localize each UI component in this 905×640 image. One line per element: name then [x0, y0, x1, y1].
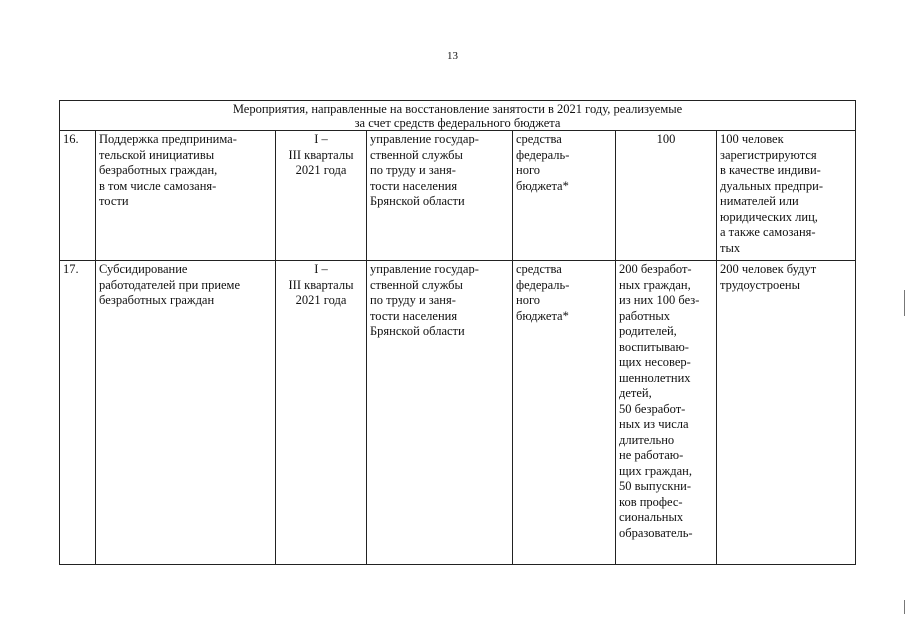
cell-text-line: нимателей или: [720, 194, 799, 208]
target-indicator: [616, 261, 717, 565]
cell-text-line: в качестве индиви-: [720, 163, 821, 177]
cell-text-line: безработных граждан: [99, 293, 215, 307]
responsible-executor: [367, 261, 513, 565]
cell-text-line: дуальных предпри-: [720, 178, 823, 193]
cell-text-line: федераль-: [516, 147, 570, 162]
row-number: [60, 131, 96, 261]
cell-text-line: III кварталы: [288, 147, 354, 162]
cell-text-line: бюджета*: [516, 178, 569, 193]
cell-text-line: ного: [516, 293, 541, 307]
measure-name: [96, 261, 276, 565]
cell-text-line: по труду и заня-: [370, 163, 456, 177]
expected-result: [717, 131, 856, 261]
cell-text-line: 50 безработ-: [619, 401, 686, 416]
cell-text-line: Субсидирование: [99, 262, 188, 276]
cell-text-line: тости населения: [370, 308, 458, 323]
measures-table: [59, 100, 856, 565]
cell-text-line: зарегистрируются: [720, 147, 817, 162]
cell-text-line: юридических лиц,: [720, 209, 818, 224]
cell-text-line: по труду и заня-: [370, 293, 456, 307]
responsible-executor: [367, 131, 513, 261]
cell-text-line: управление государ-: [370, 262, 479, 276]
cell-text-line: образователь-: [619, 525, 693, 540]
cell-text-line: детей,: [619, 386, 652, 400]
cell-text-line: федераль-: [516, 277, 570, 292]
cell-text-line: ных граждан,: [619, 277, 691, 292]
cell-text-line: ного: [516, 163, 541, 177]
row-number: [60, 261, 96, 565]
cell-text-line: из них 100 без-: [619, 293, 700, 307]
expected-result: [717, 261, 856, 565]
funding-source: [513, 261, 616, 565]
cell-text-line: I –: [314, 262, 328, 276]
funding-source: [513, 131, 616, 261]
cell-text-line: а также самозаня-: [720, 225, 816, 239]
cell-text-line: работодателей при приеме: [99, 277, 241, 292]
measure-name: [96, 131, 276, 261]
cell-text-line: Поддержка предпринима-: [99, 132, 237, 146]
target-indicator: [616, 131, 717, 261]
cell-text-line: средства: [516, 262, 562, 276]
cell-text-line: тости населения: [370, 178, 458, 193]
cell-text-line: работных: [619, 308, 671, 323]
cell-text-line: ных из числа: [619, 417, 689, 431]
cell-text-line: не работаю-: [619, 448, 684, 462]
cell-text-line: управление государ-: [370, 132, 479, 146]
cell-text-line: ков профес-: [619, 494, 683, 509]
cell-text-line: шеннолетних: [619, 370, 691, 385]
cell-text-line: ственной службы: [370, 277, 463, 292]
cell-text-line: 100 человек: [720, 132, 784, 146]
cell-text-line: 200 человек будут: [720, 262, 817, 276]
cell-text-line: 2021 года: [295, 293, 347, 307]
cell-text-line: ственной службы: [370, 147, 463, 162]
cell-text-line: III кварталы: [288, 277, 354, 292]
page-number: 13: [447, 50, 458, 62]
cell-text-line: длительно: [619, 432, 675, 447]
cell-text-line: родителей,: [619, 324, 677, 338]
cell-text-line: воспитываю-: [619, 339, 689, 354]
cell-text-line: 16.: [63, 132, 79, 146]
table-title-line: Мероприятия, направленные на восстановление занятости в 2021 году, реализуемые: [232, 102, 683, 116]
cell-text-line: тости: [99, 194, 129, 208]
cell-text-line: Брянской области: [370, 194, 465, 208]
cell-text-line: щих несовер-: [619, 355, 691, 369]
cell-text-line: трудоустроены: [720, 277, 800, 292]
table-title-row: [60, 101, 856, 131]
cell-text-line: сиональных: [619, 510, 684, 524]
cell-text-line: средства: [516, 132, 562, 146]
table-title-line: за счет средств федерального бюджета: [354, 116, 561, 130]
cell-text-line: в том числе самозаня-: [99, 178, 217, 193]
cell-text-line: 200 безработ-: [619, 262, 692, 276]
table-row: [60, 131, 856, 261]
cell-text-line: щих граждан,: [619, 463, 692, 478]
cell-text-line: 17.: [63, 262, 79, 276]
cell-text-line: тых: [720, 240, 741, 255]
table-row: [60, 261, 856, 565]
cell-text-line: Брянской области: [370, 324, 465, 338]
cell-text-line: I –: [314, 132, 328, 146]
cell-text-line: бюджета*: [516, 308, 569, 323]
table-title: [60, 101, 856, 131]
cell-text-line: тельской инициативы: [99, 147, 215, 162]
cell-text-line: 50 выпускни-: [619, 479, 692, 493]
cell-text-line: безработных граждан,: [99, 163, 218, 177]
implementation-period: [276, 131, 367, 261]
cell-text-line: 2021 года: [295, 163, 347, 177]
implementation-period: [276, 261, 367, 565]
cell-text-line: 100: [656, 132, 676, 146]
